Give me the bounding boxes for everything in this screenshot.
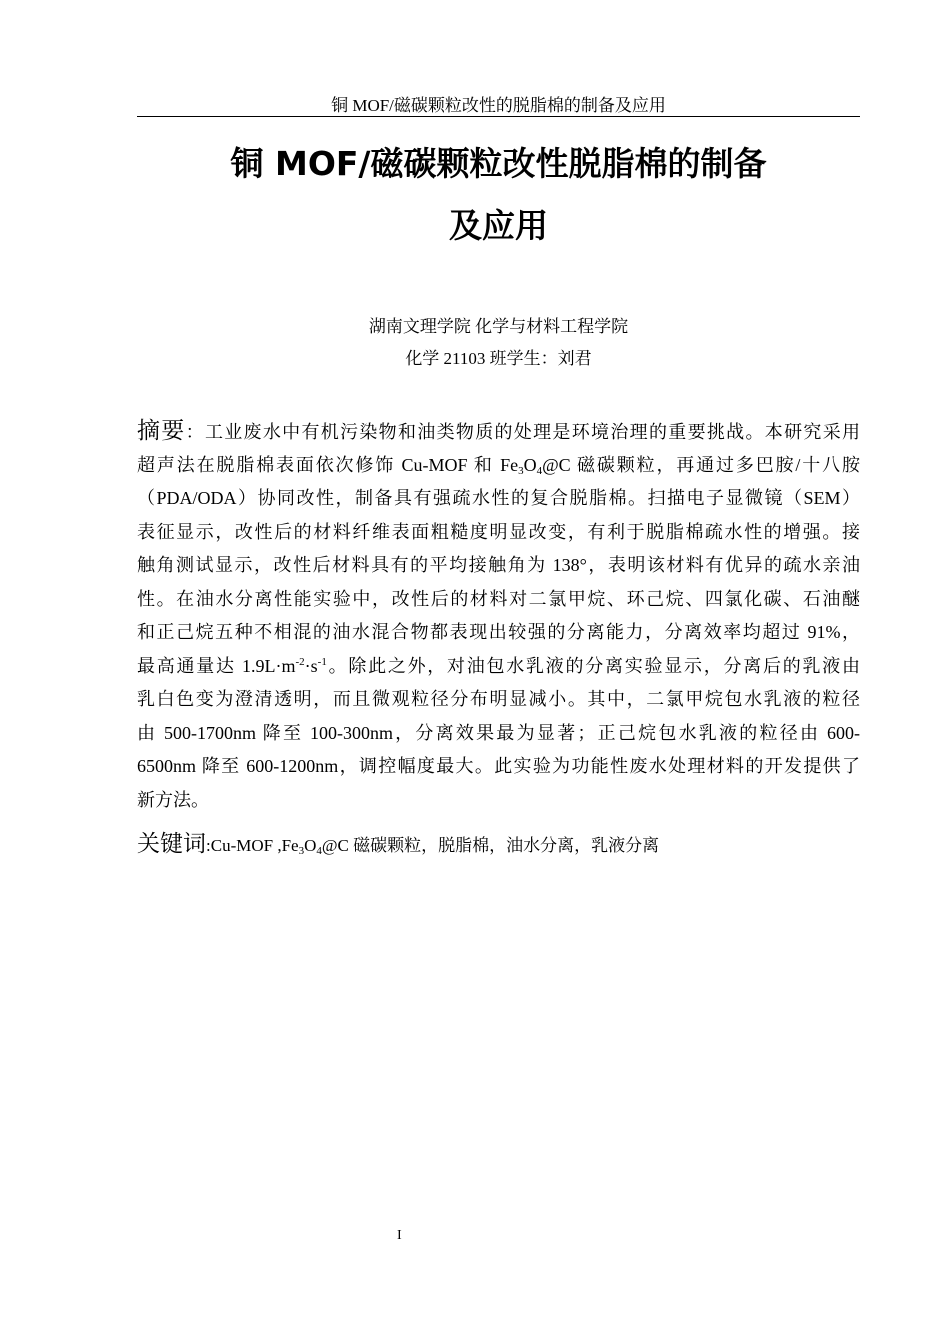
keywords-label: 关键词 (137, 831, 206, 857)
text: Cu-MOF ,Fe (210, 836, 299, 855)
affiliation-student: 化学 21103 班学生：刘君 (405, 349, 592, 368)
affiliation-school: 湖南文理学院 化学与材料工程学院 (368, 317, 629, 336)
abstract-line: （PDA/ODA）协同改性，制备具有强疏水性的复合脱脂棉。扫描电子显微镜（SEM） (137, 488, 860, 508)
page-title-line2: 及应用 (449, 206, 548, 245)
text: @C 磁碳颗粒，脱脂棉，油水分离，乳液分离 (321, 836, 660, 855)
keywords (137, 825, 659, 858)
abstract-line: 触角测试显示，改性后材料具有的平均接触角为 138°，表明该材料有优异的疏水亲油 (137, 555, 860, 575)
abstract-line: 由 500-1700nm 降至 100-300nm，分离效果最为显著；正己烷包水乳液的粒径由 600- (137, 722, 860, 743)
text: ·s (304, 655, 318, 676)
abstract-line (137, 415, 860, 449)
superscript: -1 (317, 655, 327, 668)
abstract-colon: ： (185, 422, 205, 442)
text: O (304, 836, 317, 855)
text: 。除此之外，对油包水乳液的分离实验显示，分离后的乳液由 (326, 655, 860, 676)
abstract-text: 工业废水中有机污染物和油类物质的处理是环境治理的重要挑战。本研究采用 (204, 422, 861, 442)
subscript: 3 (518, 464, 524, 477)
page-title-line1: 铜 MOF/磁碳颗粒改性脱脂棉的制备 (230, 144, 767, 183)
text: 最高通量达 1.9L·m (137, 655, 296, 676)
subscript: 4 (316, 845, 322, 857)
keywords-colon: : (206, 836, 211, 855)
abstract-line (137, 650, 860, 684)
superscript: -2 (295, 655, 305, 668)
abstract (137, 415, 860, 817)
subscript: 4 (536, 464, 543, 477)
text: 超声法在脱脂棉表面依次修饰 Cu-MOF 和 Fe (137, 454, 519, 475)
abstract-line: 表征显示，改性后的材料纤维表面粗糙度明显改变，有利于脱脂棉疏水性的增强。接 (137, 521, 860, 542)
subscript: 3 (298, 845, 305, 857)
text: O (523, 454, 537, 475)
abstract-line: 性。在油水分离性能实验中，改性后的材料对二氯甲烷、环己烷、四氯化碳、石油醚 (137, 588, 860, 609)
abstract-label: 摘要 (137, 418, 186, 444)
text: @C 磁碳颗粒，再通过多巴胺/十八胺 (542, 454, 860, 475)
abstract-line: 乳白色变为澄清透明，而且微观粒径分布明显减小。其中，二氯甲烷包水乳液的粒径 (137, 689, 860, 709)
running-header: 铜 MOF/磁碳颗粒改性的脱脂棉的制备及应用 (331, 96, 666, 115)
page-number: I (397, 1228, 402, 1243)
abstract-line: 6500nm 降至 600-1200nm，调控幅度最大。此实验为功能性废水处理材料的开发提供了 (137, 756, 860, 776)
abstract-line: 新方法。 (137, 789, 209, 810)
header-rule (137, 116, 860, 117)
abstract-line: 和正己烷五种不相混的油水混合物都表现出较强的分离能力，分离效率均超过 91%， (137, 622, 860, 642)
abstract-line (137, 449, 860, 483)
